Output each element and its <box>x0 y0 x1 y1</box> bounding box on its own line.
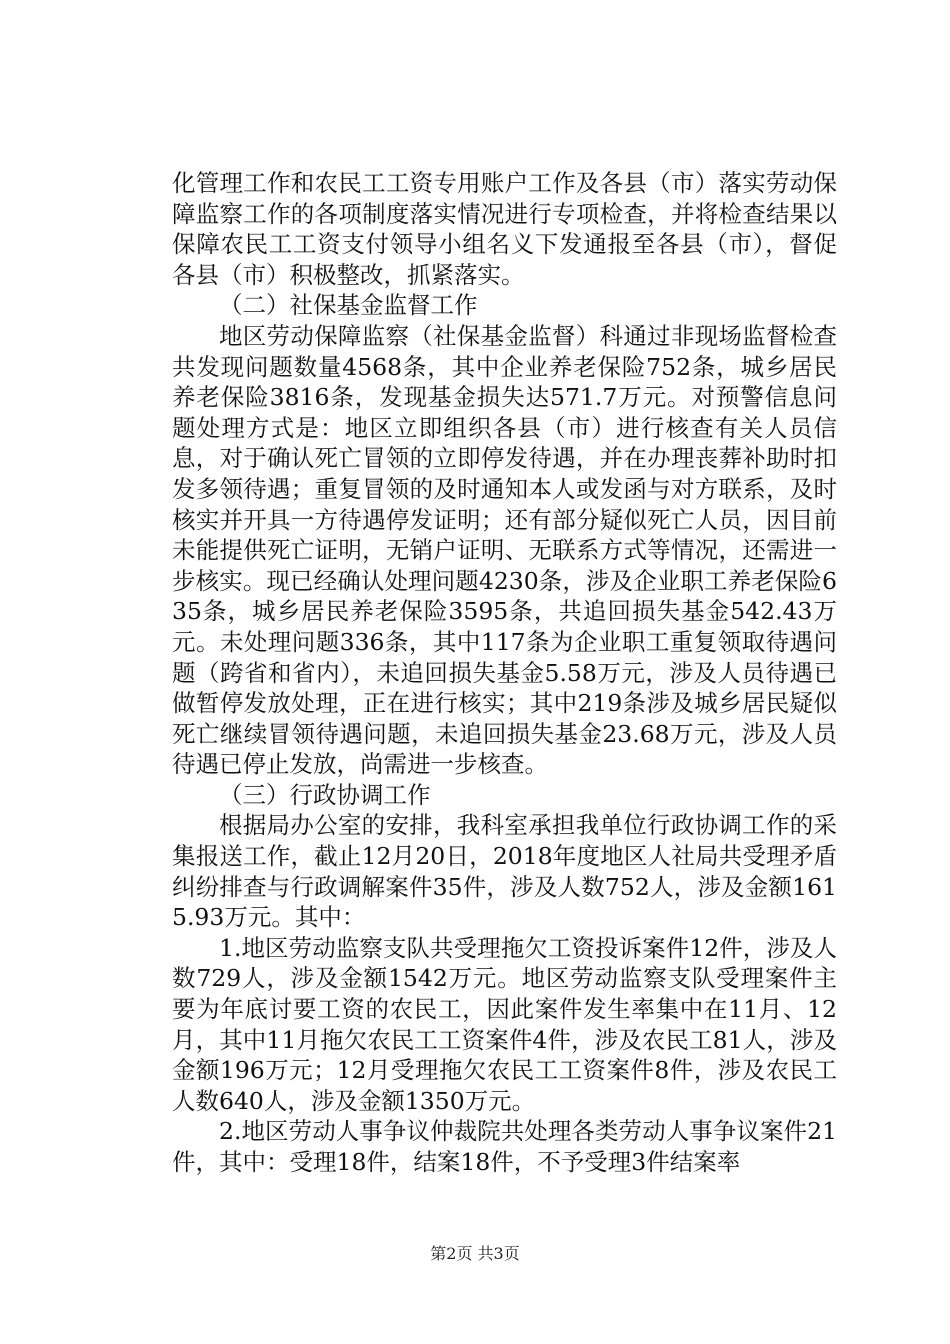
paragraph-coordination-summary: 根据局办公室的安排，我科室承担我单位行政协调工作的采集报送工作，截止12月20日，2018年度地区人社局共受理矛盾纠纷排查与行政调解案件35件，涉及人数752人，涉及金额1615.93万元。其中： <box>172 811 837 932</box>
paragraph-fund-supervision: 地区劳动保障监察（社保基金监督）科通过非现场监督检查共发现问题数量4568条，其中企业养老保险752条，城乡居民养老保险3816条，发现基金损失达571.7万元。对预警信息问题处理方式是：地区立即组织各县（市）进行核查有关人员信息，对于确认死亡冒领的立即停发待遇，并在办理丧葬补助时扣发多领待遇；重复冒领的及时通知本人或发函与对方联系，及时核实并开具一方待遇停发证明；还有部分疑似死亡人员，因目前未能提供死亡证明，无销户证明、无联系方式等情况，还需进一步核实。现已经确认处理问题4230条，涉及企业职工养老保险635条，城乡居民养老保险3595条，共追回损失基金542.43万元。未处理问题336条，其中117条为企业职工重复领取待遇问题（跨省和省内），未追回损失基金5.58万元，涉及人员待遇已做暂停发放处理，正在进行核实；其中219条涉及城乡居民疑似死亡继续冒领待遇问题，未追回损失基金23.68万元，涉及人员待遇已停止发放，尚需进一步核查。 <box>172 321 837 779</box>
section-heading-social-security-fund: （二）社保基金监督工作 <box>219 291 478 320</box>
paragraph-continuation: 化管理工作和农民工工资专用账户工作及各县（市）落实劳动保障监察工作的各项制度落实情况进行专项检查，并将检查结果以保障农民工工资支付领导小组名义下发通报至各县（市），督促各县（市）积极整改，抓紧落实。 <box>172 169 837 289</box>
page-number-label: 第2页 共3页 <box>430 1244 520 1263</box>
section-heading-administrative-coordination: （三）行政协调工作 <box>219 780 431 809</box>
paragraph-item-2-arbitration: 2.地区劳动人事争议仲裁院共处理各类劳动人事争议案件21件，其中：受理18件，结案18件，不予受理3件结案率 <box>172 1117 837 1176</box>
paragraph-item-1-labor-inspection: 1.地区劳动监察支队共受理拖欠工资投诉案件12件，涉及人数729人，涉及金额1542万元。地区劳动监察支队受理案件主要为年底讨要工资的农民工，因此案件发生率集中在11月、12月，其中11月拖欠农民工工资案件4件，涉及农民工81人，涉及金额196万元；12月受理拖欠农民工工资案件8件，涉及农民工人数640人，涉及金额1350万元。 <box>172 933 837 1115</box>
document-body <box>172 168 837 1178</box>
page-footer <box>0 1244 950 1264</box>
